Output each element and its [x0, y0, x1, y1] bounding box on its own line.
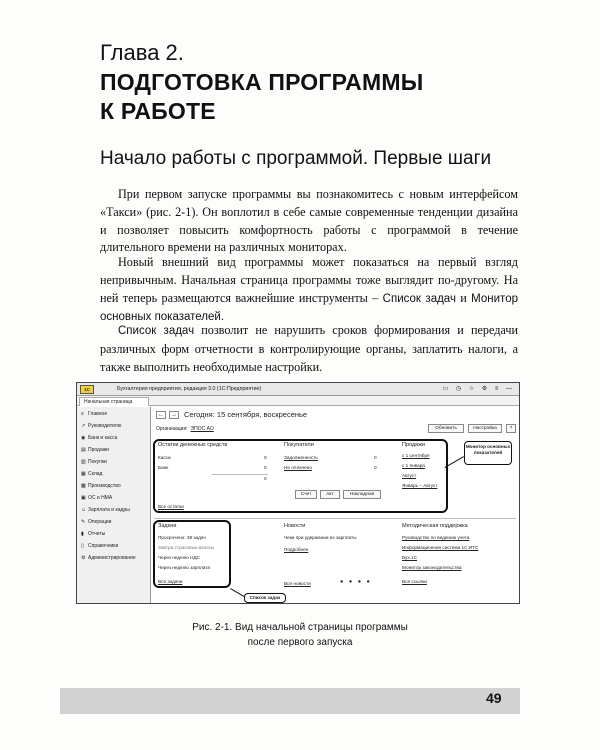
sales-row[interactable]: Август	[402, 473, 417, 478]
task-item[interactable]: Через неделю НДС	[158, 555, 201, 560]
sidebar-item-label: Главное	[88, 411, 108, 417]
paragraph-2-tasks-term: Список задач	[382, 292, 456, 305]
buyers-header: Покупатели	[284, 442, 314, 448]
book-icon: ▯	[81, 543, 84, 549]
support-header: Методическая поддержка	[402, 523, 468, 529]
trend-icon: ↗	[81, 423, 86, 429]
app-main-area	[152, 407, 520, 604]
buyers-debt-value: 0	[374, 455, 377, 460]
sidebar-item-salary[interactable]	[81, 506, 130, 514]
section-divider	[154, 518, 516, 519]
paragraph-1: При первом запуске программы вы познакомитесь с новым интерфейсом «Такси» (рис. 2-1). Он воплотил в себе самые современные тенденции дизайна и позволяет повысить комфортность работы с программой в течение длительного времени на различных мониторах.	[100, 187, 518, 255]
coin-icon: ◉	[81, 435, 86, 441]
waybill-button[interactable]: Накладная	[343, 490, 381, 499]
act-button[interactable]: Акт	[320, 490, 340, 499]
page-number: 49	[486, 690, 502, 706]
support-link[interactable]: Руководство по ведению учета	[402, 535, 470, 540]
sidebar-item-label: Зарплата и кадры	[88, 507, 130, 513]
task-item[interactable]: Через неделю зарплата	[158, 565, 210, 570]
organization-row	[156, 426, 214, 432]
sales-row[interactable]: с 1 января	[402, 463, 425, 468]
sidebar-item-label: Администрирование	[88, 555, 136, 561]
app-sidebar	[77, 407, 151, 604]
app-logo: 1С	[80, 385, 94, 394]
figure-screenshot	[76, 382, 520, 604]
buyers-debt-link[interactable]: Задолженность	[284, 455, 318, 460]
sidebar-item-label: Справочники	[88, 543, 119, 549]
app-window-title: Бухгалтерия предприятия, редакция 3.0 (1С:Предприятие)	[117, 386, 262, 392]
cash-row-value: 0	[264, 455, 267, 460]
sales-icon: ▤	[81, 447, 86, 453]
chapter-title	[100, 68, 423, 126]
today-heading: Сегодня: 15 сентября, воскресенье	[184, 410, 308, 419]
all-tasks-link[interactable]: Все задачи	[158, 579, 183, 584]
figure-caption-line-2: после первого запуска	[247, 637, 353, 648]
sales-row[interactable]: с 1 сентября	[402, 453, 430, 458]
paragraph-3	[100, 322, 518, 376]
sidebar-item-label: Продажи	[88, 447, 109, 453]
cart-icon: ▥	[81, 459, 86, 465]
sidebar-item-main[interactable]	[81, 410, 107, 418]
paragraph-3-tasks-term: Список задач	[118, 325, 195, 337]
sidebar-item-purchases[interactable]	[81, 458, 107, 466]
sales-header: Продажи	[402, 442, 425, 448]
app-tabbar	[77, 396, 519, 406]
sidebar-item-admin[interactable]	[81, 554, 136, 562]
news-item[interactable]: Чеки при удержании из зарплаты	[284, 535, 357, 540]
bank-row-value: 0	[264, 465, 267, 470]
bank-row-label: Банк	[158, 465, 169, 470]
monitor-callout: Монитор основных показателей	[464, 441, 512, 465]
chapter-title-line-1: ПОДГОТОВКА ПРОГРАММЫ	[100, 69, 424, 95]
sidebar-item-bank[interactable]	[81, 434, 117, 442]
refresh-button[interactable]: Обновить	[428, 424, 464, 433]
task-item[interactable]: Завтра страховые взносы	[158, 545, 215, 550]
sidebar-item-label: Отчеты	[88, 531, 106, 537]
support-link[interactable]: Бух.1С	[402, 555, 417, 560]
paragraph-2-text: Новый внешний вид программы может показаться на первый взгляд непривычным. Начальная страница программы тоже выглядит по-другому. На ней теперь размещаются важнейшие инструменты –	[100, 255, 518, 305]
help-button[interactable]: ?	[506, 424, 516, 433]
org-label: Организация:	[156, 426, 188, 432]
sidebar-item-manager[interactable]	[81, 422, 121, 430]
sidebar-item-label: ОС и НМА	[88, 495, 113, 501]
all-news-link[interactable]: Все новости	[284, 581, 311, 586]
sidebar-item-catalogs[interactable]	[81, 542, 118, 550]
paragraph-2-monitor-term: Монитор основных показателей	[100, 292, 518, 324]
paragraph-3-text: позволит не нарушить сроков формирования и передачи различных форм отчетности в контролирующие органы, заплатить налоги, а также выполнить необходимые настройки.	[100, 323, 518, 374]
gear-icon: ⚙	[81, 555, 86, 561]
news-carousel-dots[interactable]: ● ● ● ●	[340, 579, 372, 585]
figure-caption-line-1: Рис. 2-1. Вид начальной страницы программы	[192, 622, 408, 633]
buyers-unpaid-link[interactable]: Не оплачено	[284, 465, 312, 470]
tasks-header: Задачи	[158, 523, 177, 529]
cash-total-value: 0	[264, 476, 267, 481]
people-icon: ☺	[81, 507, 87, 513]
all-accounts-link[interactable]: Все остатки	[158, 504, 184, 509]
tasks-callout: Список задач	[244, 593, 286, 603]
task-item[interactable]: Просрочено: 38 задач	[158, 535, 206, 540]
news-header: Новости	[284, 523, 306, 529]
titlebar-icons[interactable]: ▭ ◷ ☆ ⚙ ≡ —	[442, 386, 515, 392]
sidebar-item-label: Банк и касса	[88, 435, 118, 441]
paragraph-2-and: и	[455, 290, 472, 305]
paragraph-2-end: .	[220, 309, 224, 324]
support-link[interactable]: Информационная система 1С:ИТС	[402, 545, 479, 550]
buyers-unpaid-value: 0	[374, 465, 377, 470]
cash-row-label: Касса	[158, 455, 171, 460]
monitor-highlight-frame	[153, 439, 448, 513]
report-icon: ▮	[81, 531, 84, 537]
warehouse-icon: ▦	[81, 471, 86, 477]
cash-header: Остатки денежных средств	[158, 442, 228, 448]
support-link[interactable]: Монитор законодательства	[402, 565, 462, 570]
sidebar-item-production[interactable]	[81, 482, 121, 490]
sidebar-item-label: Производство	[88, 483, 121, 489]
sidebar-item-label: Операции	[88, 519, 112, 525]
chapter-label: Глава 2.	[100, 40, 184, 65]
nav-forward-button[interactable]: →	[171, 412, 177, 418]
sidebar-item-reports[interactable]	[81, 530, 105, 538]
nav-back-button[interactable]: ←	[158, 412, 164, 418]
sales-row[interactable]: Январь – Август	[402, 483, 438, 488]
pencil-icon: ✎	[81, 519, 86, 525]
org-link[interactable]: ЭПОС АО	[190, 426, 214, 432]
factory-icon: ▩	[81, 483, 86, 489]
footer-bar	[60, 688, 520, 714]
paragraph-2	[100, 254, 518, 327]
section-title: Начало работы с программой. Первые шаги	[100, 148, 492, 169]
sidebar-item-sales[interactable]	[81, 446, 109, 454]
support-link[interactable]: Все ссылки	[402, 579, 427, 584]
news-more-link[interactable]: Подробнее	[284, 547, 309, 552]
menu-icon: ≡	[81, 411, 84, 417]
sidebar-item-warehouse[interactable]	[81, 470, 102, 478]
tasks-callout-pointer	[230, 588, 244, 597]
sidebar-item-label: Руководителю	[88, 423, 122, 429]
tab-start-page[interactable]: Начальная страница	[79, 397, 149, 406]
sidebar-item-assets[interactable]	[81, 494, 112, 502]
tasks-highlight-frame	[153, 520, 231, 588]
sidebar-item-operations[interactable]	[81, 518, 111, 526]
chapter-title-line-2: К РАБОТЕ	[100, 98, 216, 124]
assets-icon: ▣	[81, 495, 86, 501]
sidebar-item-label: Покупки	[88, 459, 107, 465]
sidebar-item-label: Склад	[88, 471, 103, 477]
invoice-button[interactable]: Счет	[295, 490, 317, 499]
settings-button[interactable]: Настройка	[468, 424, 502, 433]
app-titlebar	[77, 383, 519, 396]
